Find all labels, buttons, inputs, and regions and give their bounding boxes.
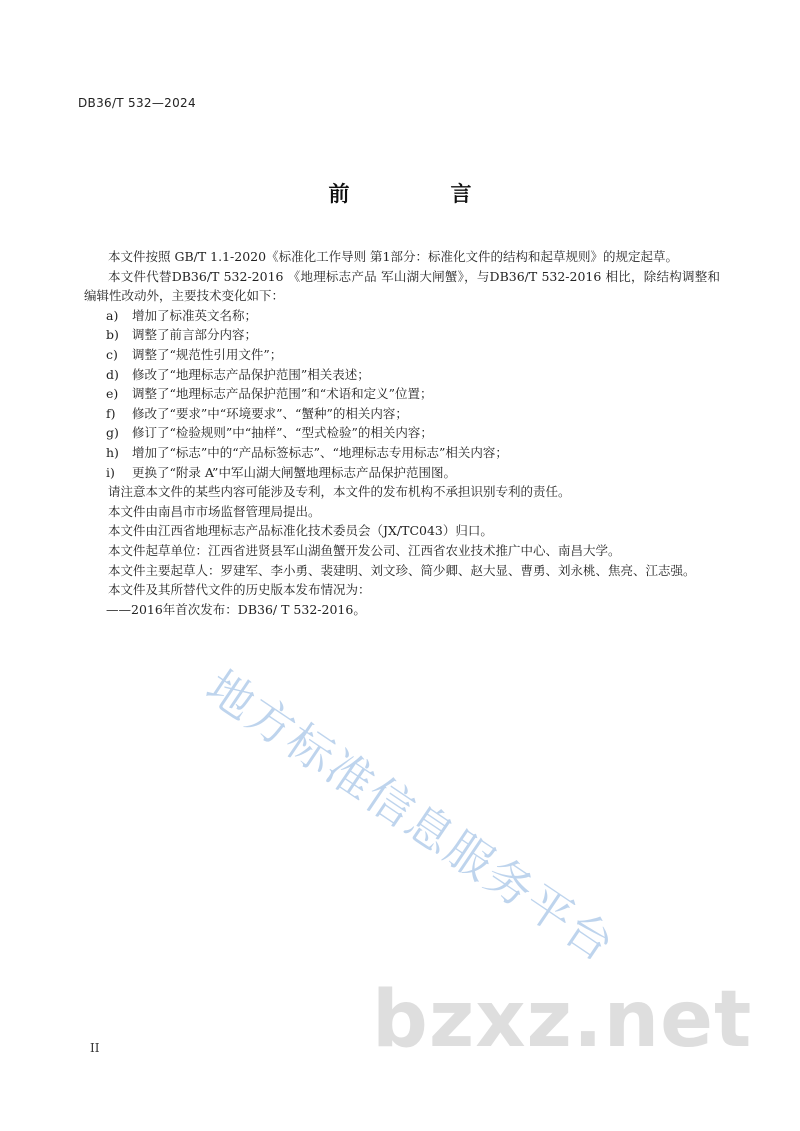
- list-item: [84, 463, 720, 483]
- list-marker: f): [106, 405, 116, 421]
- list-marker: i): [106, 464, 115, 480]
- list-text: 修改了“要求”中“环境要求”、“蟹种”的相关内容；: [132, 405, 408, 421]
- drafters: 本文件主要起草人：罗建军、李小勇、裴建明、刘文珍、简少卿、赵大显、曹勇、刘永桃、焦亮、江志强。: [108, 562, 696, 578]
- list-item: [84, 423, 720, 443]
- list-text: 调整了“地理标志产品保护范围”和“术语和定义”位置；: [132, 386, 433, 402]
- list-text: 修改了“地理标志产品保护范围”相关表述；: [132, 366, 370, 382]
- watermark-site: bzxz.net: [372, 975, 753, 1065]
- paragraph-replacement: 本文件代替DB36/T 532-2016 《地理标志产品 军山湖大闸蟹》，与DB36/T 532-2016 相比，除结构调整和编辑性改动外，主要技术变化如下：: [84, 268, 720, 304]
- drafting-units: 本文件起草单位：江西省进贤县军山湖鱼蟹开发公司、江西省农业技术推广中心、南昌大学。: [108, 542, 621, 558]
- document-code: DB36/T 532—2024: [78, 96, 196, 110]
- list-item: [84, 325, 720, 345]
- list-marker: g): [106, 425, 119, 441]
- list-text: 更换了“附录 A”中军山湖大闸蟹地理标志产品保护范围图。: [132, 464, 456, 480]
- proposer-statement: 本文件由南昌市市场监督管理局提出。: [108, 503, 321, 519]
- list-item: [84, 404, 720, 424]
- paragraph-drafting-basis: 本文件按照 GB/T 1.1-2020《标准化工作导则 第1部分：标准化文件的结构和起草规则》的规定起草。: [108, 249, 679, 264]
- list-item: [84, 365, 720, 385]
- list-marker: a): [106, 307, 119, 323]
- committee-statement: 本文件由江西省地理标志产品标准化技术委员会（JX/TC043）归口。: [108, 523, 493, 539]
- list-text: 增加了“标志”中的“产品标签标志”、“地理标志专用标志”相关内容；: [132, 444, 508, 460]
- list-marker: e): [106, 386, 119, 402]
- list-marker: b): [106, 327, 119, 343]
- list-marker: d): [106, 366, 119, 382]
- list-text: 调整了前言部分内容；: [132, 327, 258, 343]
- list-text: 调整了“规范性引用文件”；: [132, 346, 283, 362]
- list-marker: h): [106, 444, 119, 460]
- list-text: 增加了标准英文名称；: [132, 307, 258, 323]
- list-item: [84, 306, 720, 326]
- list-item: [84, 384, 720, 404]
- list-text: 修订了“检验规则”中“抽样”、“型式检验”的相关内容；: [132, 425, 433, 441]
- list-item: [84, 443, 720, 463]
- patent-notice: 请注意本文件的某些内容可能涉及专利，本文件的发布机构不承担识别专利的责任。: [108, 484, 571, 500]
- list-item: [84, 345, 720, 365]
- document-body: [84, 247, 720, 619]
- page-number: II: [90, 1041, 100, 1055]
- watermark-chinese: 地方标准信息服务平台: [196, 659, 625, 973]
- page-title: 前 言: [328, 182, 512, 206]
- history-intro: 本文件及其所替代文件的历史版本发布情况为：: [108, 582, 371, 598]
- history-item: ——2016年首次发布：DB36/ T 532-2016。: [106, 601, 366, 617]
- changes-list: [84, 306, 720, 482]
- list-marker: c): [106, 346, 118, 362]
